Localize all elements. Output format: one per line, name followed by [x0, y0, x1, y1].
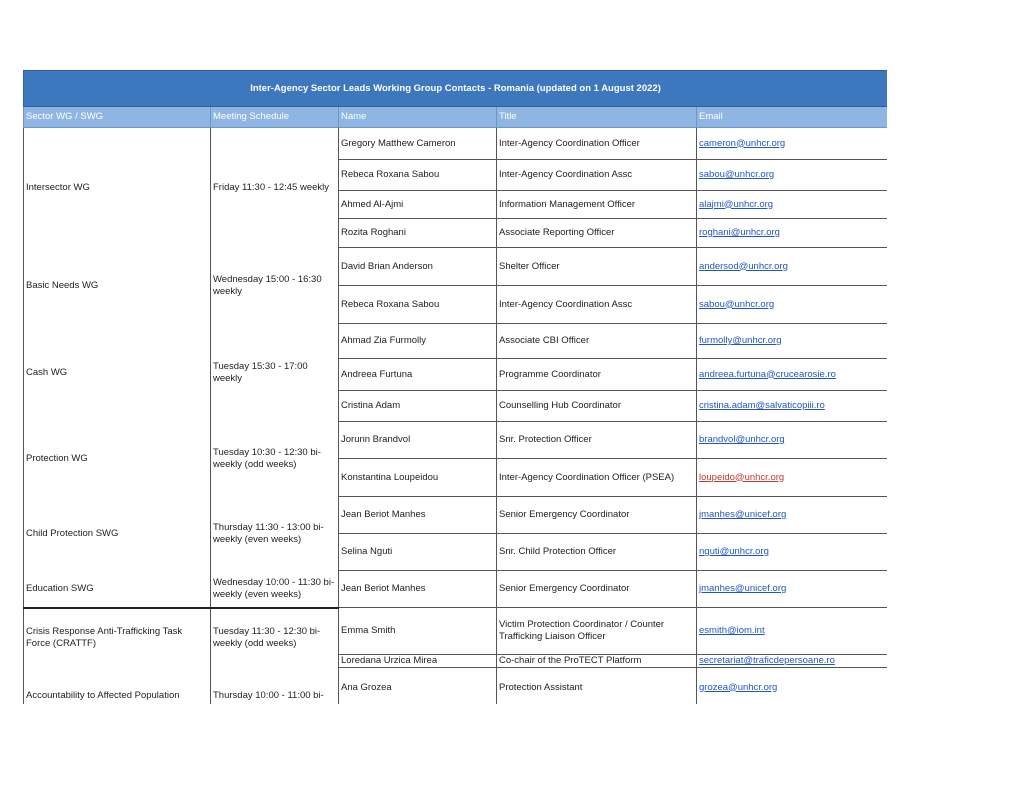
title-cell: Information Management Officer — [497, 191, 697, 219]
sector-cell: Crisis Response Anti-Trafficking Task Force (CRATTF) — [24, 608, 211, 668]
name-cell: Gregory Matthew Cameron — [339, 128, 497, 160]
name-cell: Loredana Urzica Mirea — [339, 655, 497, 668]
name-cell: Rebeca Roxana Sabou — [339, 160, 497, 191]
email-cell[interactable]: furmolly@unhcr.org — [697, 324, 888, 359]
email-cell[interactable]: sabou@unhcr.org — [697, 286, 888, 324]
email-cell[interactable]: cameron@unhcr.org — [697, 128, 888, 160]
table-row — [24, 668, 888, 705]
schedule-cell: Thursday 10:00 - 11:00 bi- — [211, 668, 339, 705]
title-cell: Shelter Officer — [497, 248, 697, 286]
schedule-cell: Tuesday 15:30 - 17:00 weekly — [211, 324, 339, 422]
name-cell: Emma Smith — [339, 608, 497, 655]
email-cell[interactable]: loupeido@unhcr.org — [697, 459, 888, 497]
title-cell: Associate CBI Officer — [497, 324, 697, 359]
header-schedule: Meeting Schedule — [211, 107, 339, 128]
table-row — [24, 422, 888, 459]
sector-cell: Child Protection SWG — [24, 497, 211, 571]
table-row — [24, 497, 888, 534]
table-row — [24, 608, 888, 655]
email-cell[interactable]: grozea@unhcr.org — [697, 668, 888, 705]
title-cell: Senior Emergency Coordinator — [497, 571, 697, 608]
schedule-cell: Wednesday 10:00 - 11:30 bi-weekly (even weeks) — [211, 571, 339, 608]
title-cell: Inter-Agency Coordination Assc — [497, 286, 697, 324]
name-cell: Rozita Roghani — [339, 219, 497, 248]
email-cell[interactable]: nguti@unhcr.org — [697, 534, 888, 571]
email-cell[interactable]: cristina.adam@salvaticopiii.ro — [697, 391, 888, 422]
email-cell[interactable]: andreea.furtuna@crucearosie.ro — [697, 359, 888, 391]
sector-cell: Education SWG — [24, 571, 211, 608]
name-cell: Jorunn Brandvol — [339, 422, 497, 459]
table-row — [24, 128, 888, 160]
title-cell: Senior Emergency Coordinator — [497, 497, 697, 534]
email-cell[interactable]: andersod@unhcr.org — [697, 248, 888, 286]
sector-cell: Protection WG — [24, 422, 211, 497]
title-cell: Snr. Child Protection Officer — [497, 534, 697, 571]
schedule-cell: Friday 11:30 - 12:45 weekly — [211, 128, 339, 248]
sector-cell: Intersector WG — [24, 128, 211, 248]
schedule-cell: Wednesday 15:00 - 16:30 weekly — [211, 248, 339, 324]
header-title: Title — [497, 107, 697, 128]
sector-cell: Accountability to Affected Population — [24, 668, 211, 705]
header-email: Email — [697, 107, 888, 128]
sector-cell: Cash WG — [24, 324, 211, 422]
title-cell: Co-chair of the ProTECT Platform — [497, 655, 697, 668]
title-cell: Programme Coordinator — [497, 359, 697, 391]
name-cell: Jean Beriot Manhes — [339, 497, 497, 534]
email-cell[interactable]: esmith@iom.int — [697, 608, 888, 655]
contacts-sheet — [23, 70, 887, 704]
contacts-table — [23, 70, 887, 704]
name-cell: Ana Grozea — [339, 668, 497, 705]
name-cell: Jean Beriot Manhes — [339, 571, 497, 608]
title-cell: Counselling Hub Coordinator — [497, 391, 697, 422]
table-row — [24, 324, 888, 359]
name-cell: Ahmed Al-Ajmi — [339, 191, 497, 219]
title-cell: Inter-Agency Coordination Assc — [497, 160, 697, 191]
schedule-cell: Thursday 11:30 - 13:00 bi-weekly (even weeks) — [211, 497, 339, 571]
name-cell: Selina Nguti — [339, 534, 497, 571]
schedule-cell: Tuesday 10:30 - 12:30 bi-weekly (odd weeks) — [211, 422, 339, 497]
title-cell: Associate Reporting Officer — [497, 219, 697, 248]
header-sector: Sector WG / SWG — [24, 107, 211, 128]
email-cell[interactable]: jmanhes@unicef.org — [697, 497, 888, 534]
schedule-cell: Tuesday 11:30 - 12:30 bi-weekly (odd weeks) — [211, 608, 339, 668]
table-row — [24, 571, 888, 608]
name-cell: Cristina Adam — [339, 391, 497, 422]
sector-cell: Basic Needs WG — [24, 248, 211, 324]
table-title: Inter-Agency Sector Leads Working Group Contacts - Romania (updated on 1 August 2022) — [24, 71, 888, 107]
title-cell: Victim Protection Coordinator / Counter Trafficking Liaison Officer — [497, 608, 697, 655]
title-cell: Protection Assistant — [497, 668, 697, 705]
name-cell: Andreea Furtuna — [339, 359, 497, 391]
title-cell: Inter-Agency Coordination Officer (PSEA) — [497, 459, 697, 497]
title-cell: Inter-Agency Coordination Officer — [497, 128, 697, 160]
name-cell: Ahmad Zia Furmolly — [339, 324, 497, 359]
email-cell[interactable]: alajmi@unhcr.org — [697, 191, 888, 219]
email-cell[interactable]: brandvol@unhcr.org — [697, 422, 888, 459]
name-cell: Konstantina Loupeidou — [339, 459, 497, 497]
header-name: Name — [339, 107, 497, 128]
title-cell: Snr. Protection Officer — [497, 422, 697, 459]
email-cell[interactable]: jmanhes@unicef.org — [697, 571, 888, 608]
name-cell: Rebeca Roxana Sabou — [339, 286, 497, 324]
email-cell[interactable]: secretariat@traficdepersoane.ro — [697, 655, 888, 668]
email-cell[interactable]: roghani@unhcr.org — [697, 219, 888, 248]
name-cell: David Brian Anderson — [339, 248, 497, 286]
table-row — [24, 248, 888, 286]
email-cell[interactable]: sabou@unhcr.org — [697, 160, 888, 191]
